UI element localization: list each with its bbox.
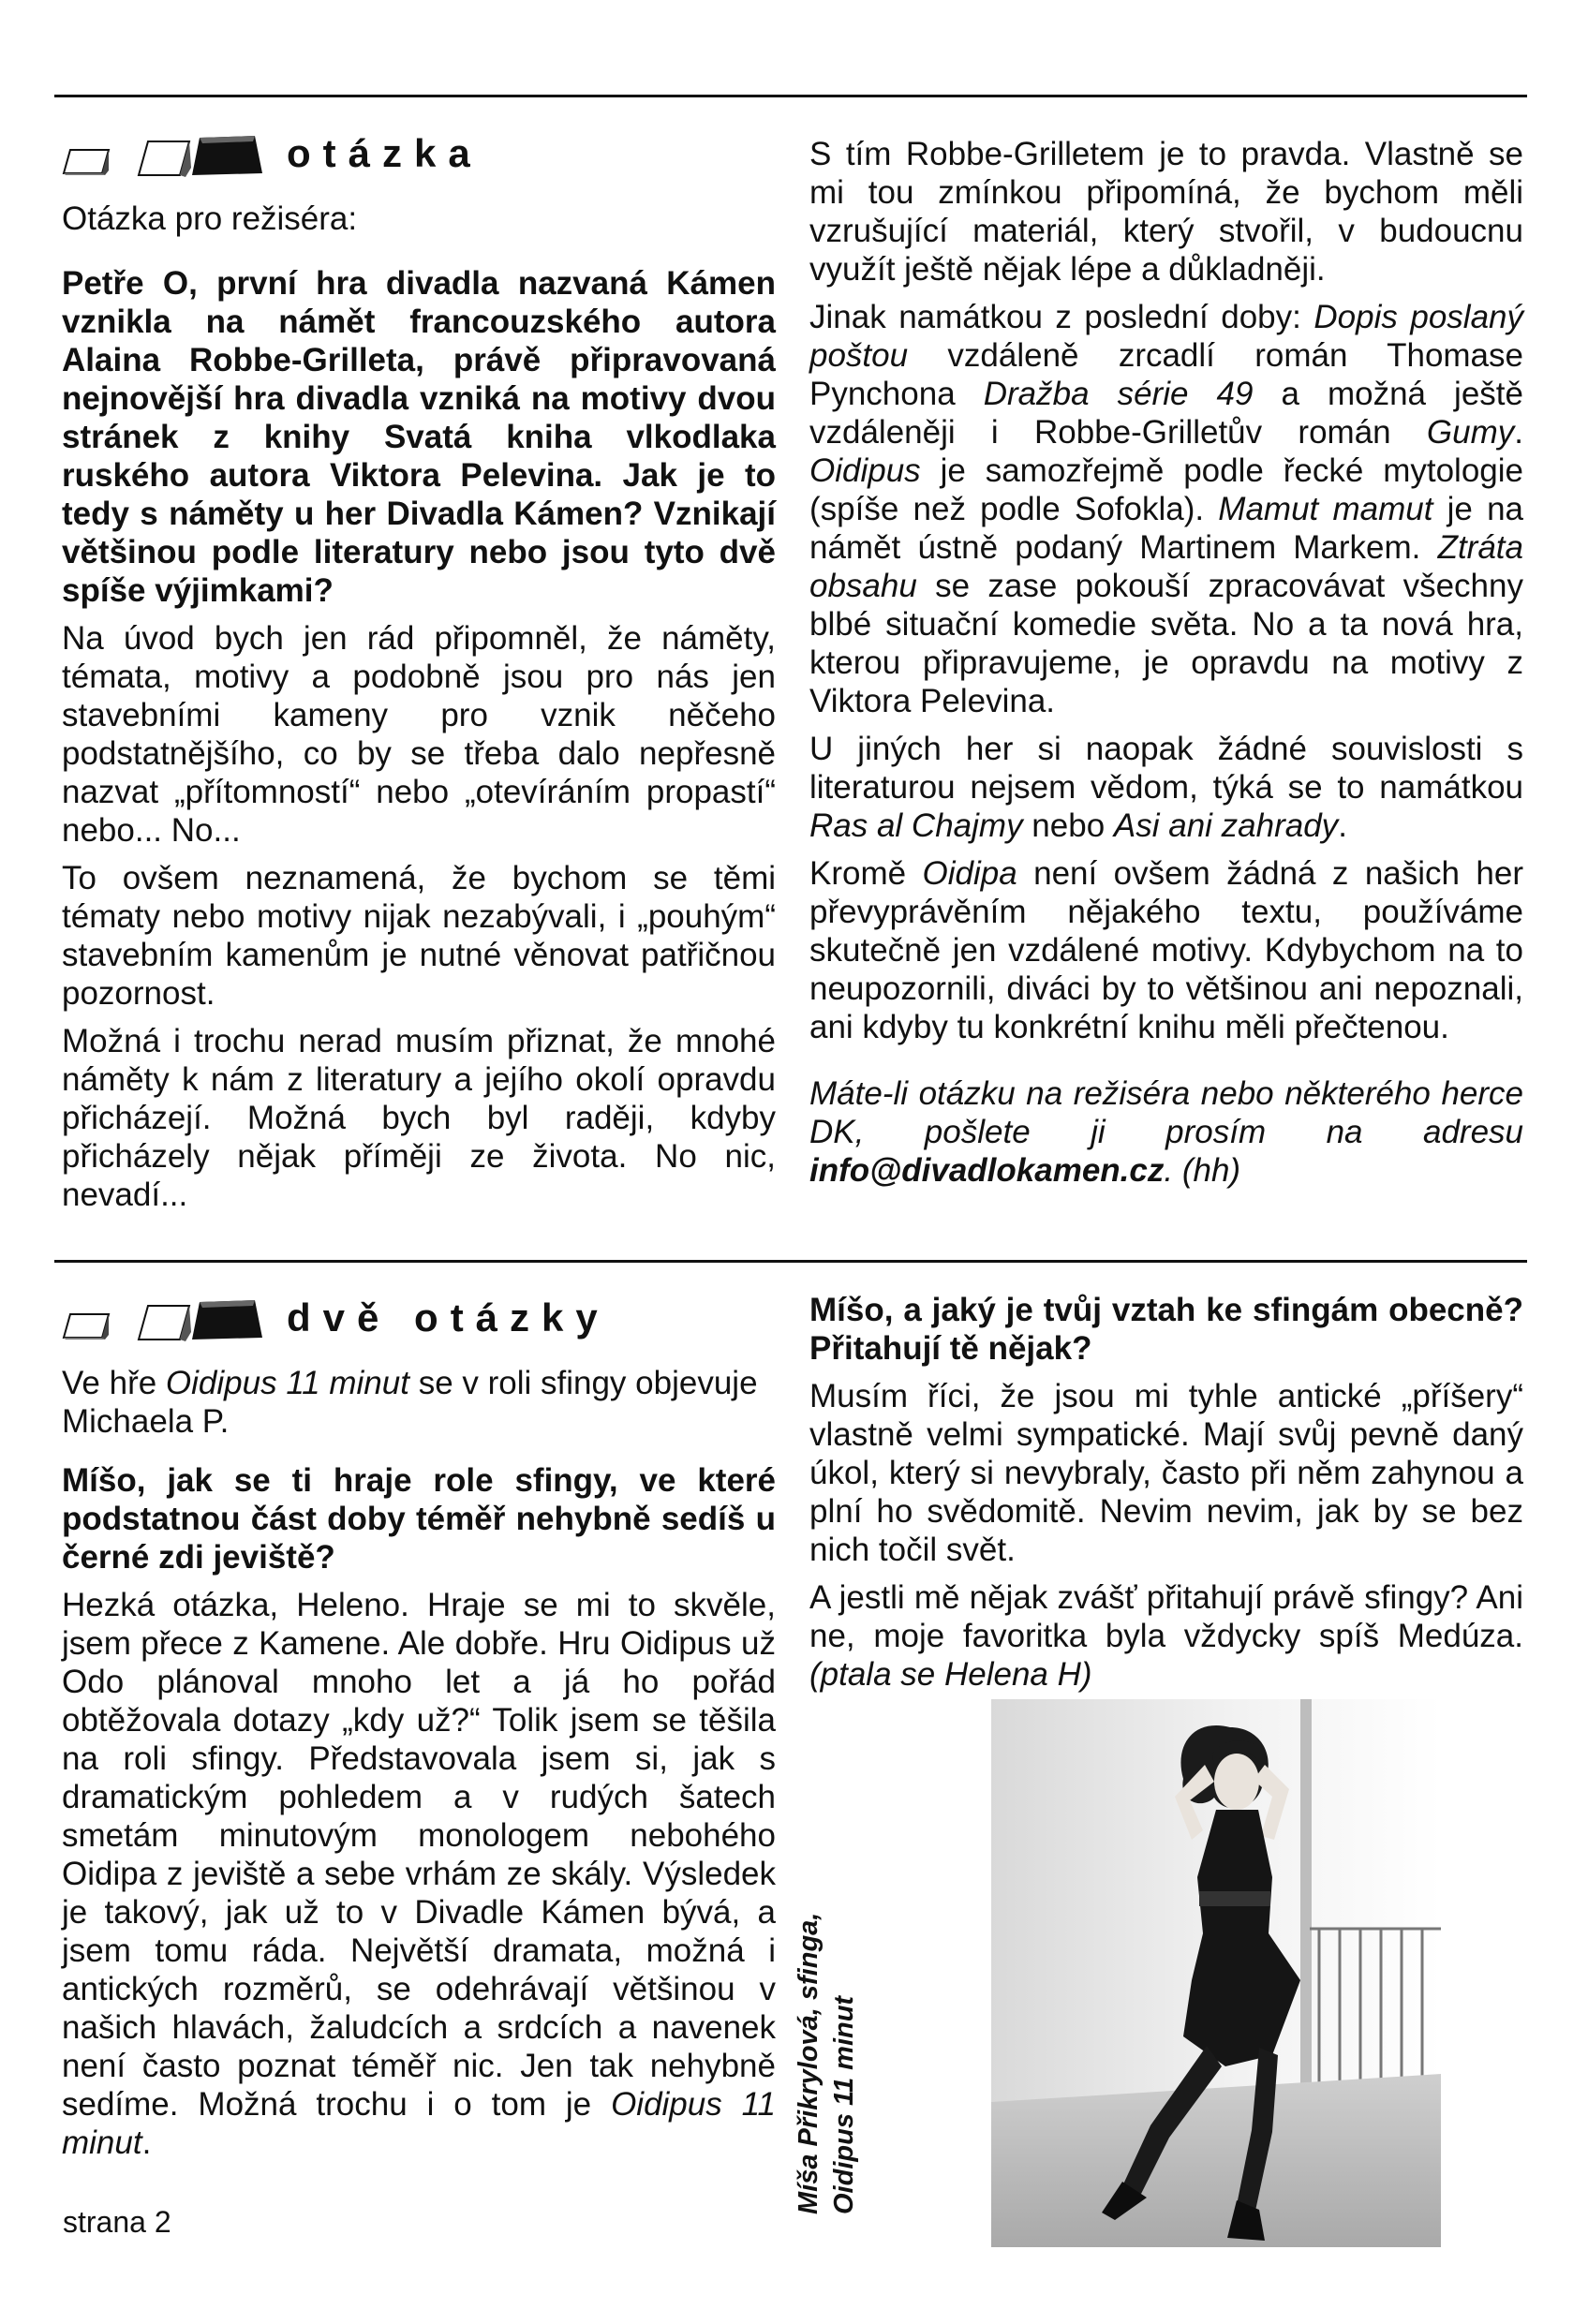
answer-paragraph: Na úvod bych jen rád připomněl, že náměty, témata, motivy a podobně jsou pro nás jen stavebními kameny pro vznik něčeho podstatnějšího, co by se třeba dalo nepřesně nazvat „přítomností“ nebo „otevíráním propastí“ nebo... No... xyxy=(62,620,776,849)
section2-left-column xyxy=(62,1291,776,2171)
section2-heading xyxy=(62,1291,776,1345)
section2-intro: Ve hře Oidipus 11 minut se v roli sfingy objevuje Michaela P. xyxy=(62,1365,758,1440)
caption-line-2: Oidipus 11 minut xyxy=(829,1995,859,2214)
answer-paragraph: Musím říci, že jsou mi tyhle antické „příšery“ vlastně velmi sympatické. Mají svůj pevně daný úkol, který si nevybraly, často při něm zahynou a plní ho svědomitě. Nevim nevim, jak by se bez nich točil svět. xyxy=(809,1378,1523,1568)
section1-intro: Otázka pro režiséra: xyxy=(62,200,358,237)
answer-paragraph: To ovšem neznamená, že bychom se těmi tématy nebo motivy nijak nezabývali, i „pouhým“ stavebním kamenům je nutné věnovat patřičnou pozornost. xyxy=(62,860,776,1012)
answer-paragraph: A jestli mě nějak zvášť přitahují právě sfingy? Ani ne, moje favoritka byla vždycky spíš Medúza. (ptala se Helena H) xyxy=(809,1579,1523,1693)
caption-line-1: Míša Přikrylová, sfinga, xyxy=(794,1912,824,2214)
answer-paragraph: Jinak namátkou z poslední doby: Dopis poslaný poštou vzdáleně zrcadlí román Thomase Pynchona Dražba série 49 a možná ještě vzdáleněji i Robbe-Grilletův román Gumy. Oidipus je samozřejmě podle řecké mytologie (spíše než podle Sofokla). Mamut mamut je na námět ústně podaný Martinem Markem. Ztráta obsahu se zase pokouší zpracovávat všechny blbé situační komedie světa. No a ta nová hra, kterou připravujeme, je opravdu na motivy z Viktora Pelevina. xyxy=(809,299,1524,719)
actress-photo xyxy=(991,1699,1441,2247)
sphinx-question-2: Míšo, a jaký je tvůj vztah ke sfingám obecně? Přitahují tě nějak? xyxy=(809,1292,1523,1367)
director-question: Petře O, první hra divadla nazvaná Kámen vznikla na námět francouzského autora Alaina Robbe-Grilleta, právě připravovaná nejnovější hra divadla vzniká na motivy dvou stránek z knihy Svatá kniha vlkodlaka ruského autora Viktora Pelevina. Jak je to tedy s náměty u her Divadla Kámen? Vznikají většinou podle literatury nebo jsou tyto dvě spíše výjimkami? xyxy=(62,265,776,609)
answer-paragraph: Hezká otázka, Heleno. Hraje se mi to skvěle, jsem přece z Kamene. Ale dobře. Hru Oidipus už Odo plánoval mnoho let a já ho pořád obtěžovala dotazy „kdy už?“ Tolik jsem se těšila na roli sfingy. Představovala jsem si, jak s dramatickým pohledem a v rudých šatech smetám minutovým monologem nebohého Oidipa z jeviště a sebe vrhám ze skály. Výsledek je takový, jak už to v Divadle Kámen bývá, a jsem tomu ráda. Největší dramata, možná i antických rozměrů, se odehrávají většinou v našich hlavách, žaludcích a srdcích a navenek není často poznat téměř nic. Jen tak nehybně sedíme. Možná trochu i o tom je Oidipus 11 minut. xyxy=(62,1587,776,2161)
section1-left-column xyxy=(62,126,776,1223)
section-divider xyxy=(54,1260,1527,1263)
top-rule xyxy=(54,95,1527,97)
section2-title: dvě otázky xyxy=(287,1295,610,1340)
section1-heading xyxy=(62,126,776,181)
section1-title: otázka xyxy=(287,131,482,175)
section2-right-column xyxy=(809,1291,1523,1703)
page-number: strana 2 xyxy=(63,2205,171,2239)
photo-caption xyxy=(794,1581,859,2214)
answer-paragraph: Možná i trochu nerad musím přiznat, že mnohé náměty k nám z literatury a jejího okolí opravdu přicházejí. Možná bych byl raději, kdyby přicházely nějak příměji ze života. No nic, nevadí... xyxy=(62,1023,776,1213)
answer-paragraph: S tím Robbe-Grilletem je to pravda. Vlastně se mi tou zmínkou připomíná, že bychom měli vzrušující materiál, který stvořil, v budoucnu využít ještě nějak lépe a důkladněji. xyxy=(809,136,1523,288)
email-link[interactable]: info@divadlokamen.cz xyxy=(809,1152,1165,1189)
blocks-ornament-icon xyxy=(62,1295,262,1341)
answer-paragraph: Kromě Oidipa není ovšem žádná z našich her převyprávěním nějakého textu, používáme skutečně jen vzdálené motivy. Kdybychom na to neupozornili, diváci by to většinou ani nepoznali, ani kdyby tu konkrétní knihu měli přečtenou. xyxy=(809,855,1524,1045)
sphinx-question-1: Míšo, jak se ti hraje role sfingy, ve které podstatnou část doby téměř nehybně sedíš u černé zdi jeviště? xyxy=(62,1462,776,1576)
answer-paragraph: U jiných her si naopak žádné souvislosti s literaturou nejsem vědom, týká se to namátkou Ras al Chajmy nebo Asi ani zahrady. xyxy=(809,731,1523,844)
section1-right-column xyxy=(809,135,1523,1199)
blocks-ornament-icon xyxy=(62,130,262,177)
closing-note: Máte-li otázku na režiséra nebo některého herce DK, pošlete ji prosím na adresu info@divadlokamen.cz. (hh) xyxy=(809,1075,1523,1189)
